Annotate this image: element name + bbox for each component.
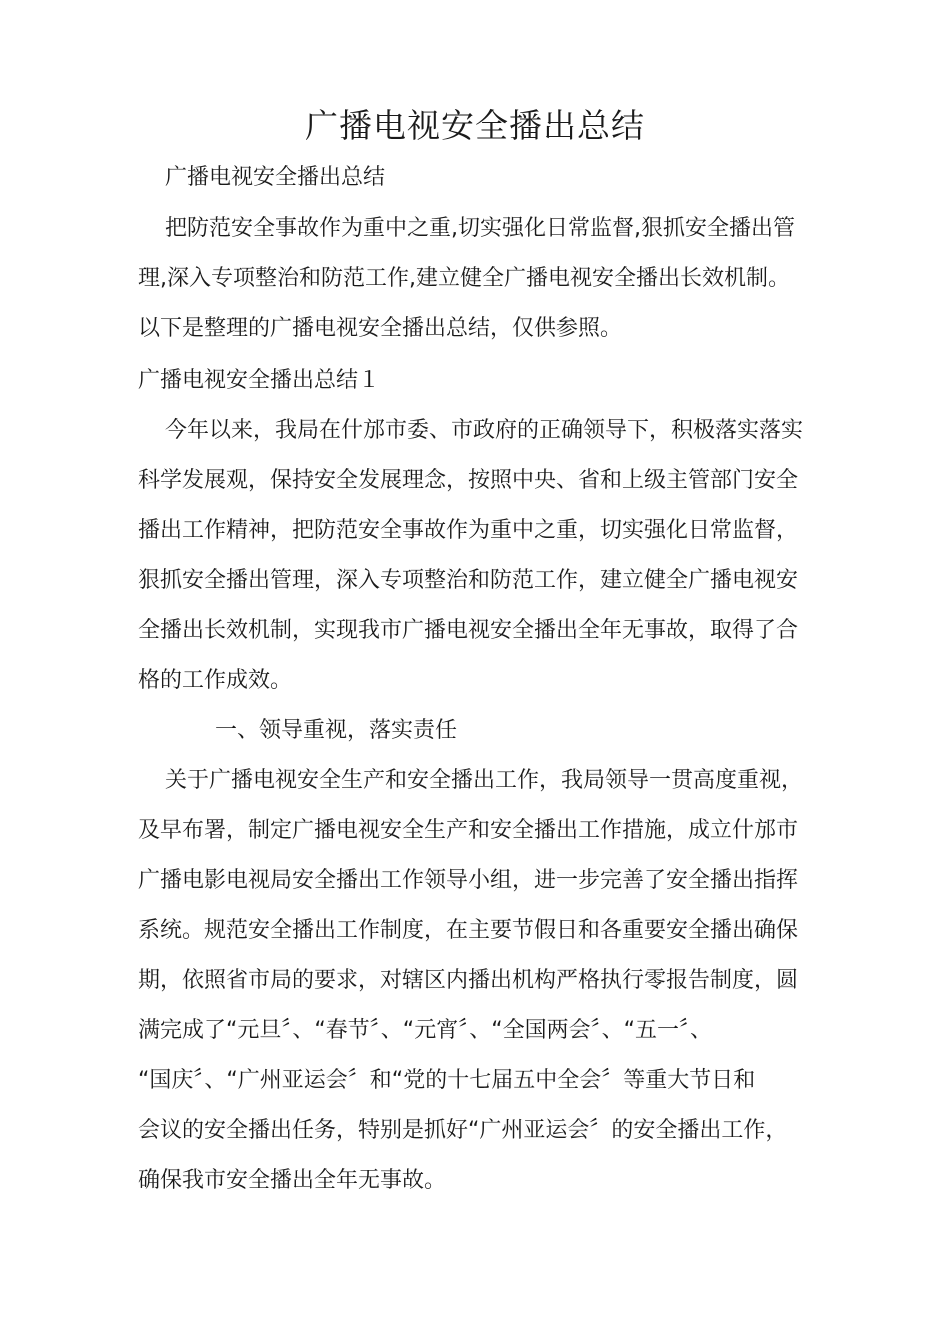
- paragraph-2-line-5: 期，依照省市局的要求，对辖区内播出机构严格执行零报告制度，圆: [138, 968, 799, 993]
- subtitle-line: 广播电视安全播出总结: [165, 165, 386, 190]
- paragraph-2-line-6: 满完成了“元旦〞、“春节〞、“元宵〞、“全国两会〞、“五一〞、: [138, 1018, 712, 1043]
- paragraph-1-line-1: 今年以来，我局在什邡市委、市政府的正确领导下，积极落实落实: [165, 418, 804, 443]
- paragraph-1-line-5: 全播出长效机制，实现我市广播电视安全播出全年无事故，取得了合: [138, 618, 799, 643]
- paragraph-2-line-3: 广播电影电视局安全播出工作领导小组，进一步完善了安全播出指挥: [138, 868, 799, 893]
- paragraph-1-line-4: 狠抓安全播出管理，深入专项整治和防范工作，建立健全广播电视安: [138, 568, 799, 593]
- document-title: 广播电视安全播出总结: [305, 106, 645, 145]
- intro-line-3: 以下是整理的广播电视安全播出总结，仅供参照。: [138, 316, 623, 341]
- section-heading-1: 广播电视安全播出总结１: [138, 368, 381, 393]
- paragraph-2-line-4: 系统。规范安全播出工作制度，在主要节假日和各重要安全播出确保: [138, 918, 799, 943]
- paragraph-1-line-2: 科学发展观，保持安全发展理念，按照中央、省和上级主管部门安全: [138, 468, 799, 493]
- subsection-heading-1: 一、领导重视，落实责任: [215, 718, 458, 743]
- paragraph-1-line-3: 播出工作精神，把防范安全事故作为重中之重，切实强化日常监督，: [138, 518, 799, 543]
- paragraph-1-line-6: 格的工作成效。: [138, 668, 293, 693]
- intro-line-1: 把防范安全事故作为重中之重,切实强化日常监督,狠抓安全播出管: [165, 216, 795, 241]
- paragraph-2-line-1: 关于广播电视安全生产和安全播出工作，我局领导一贯高度重视，: [165, 768, 804, 793]
- paragraph-2-line-7: “国庆〞、“广州亚运会〞和“党的十七届五中全会〞等重大节日和: [138, 1068, 756, 1093]
- intro-line-2: 理,深入专项整治和防范工作,建立健全广播电视安全播出长效机制。: [138, 266, 790, 291]
- paragraph-2-line-8: 会议的安全播出任务，特别是抓好“广州亚运会〞的安全播出工作，: [138, 1118, 788, 1143]
- paragraph-2-line-2: 及早布署，制定广播电视安全生产和安全播出工作措施，成立什邡市: [138, 818, 799, 843]
- paragraph-2-line-9: 确保我市安全播出全年无事故。: [138, 1168, 447, 1193]
